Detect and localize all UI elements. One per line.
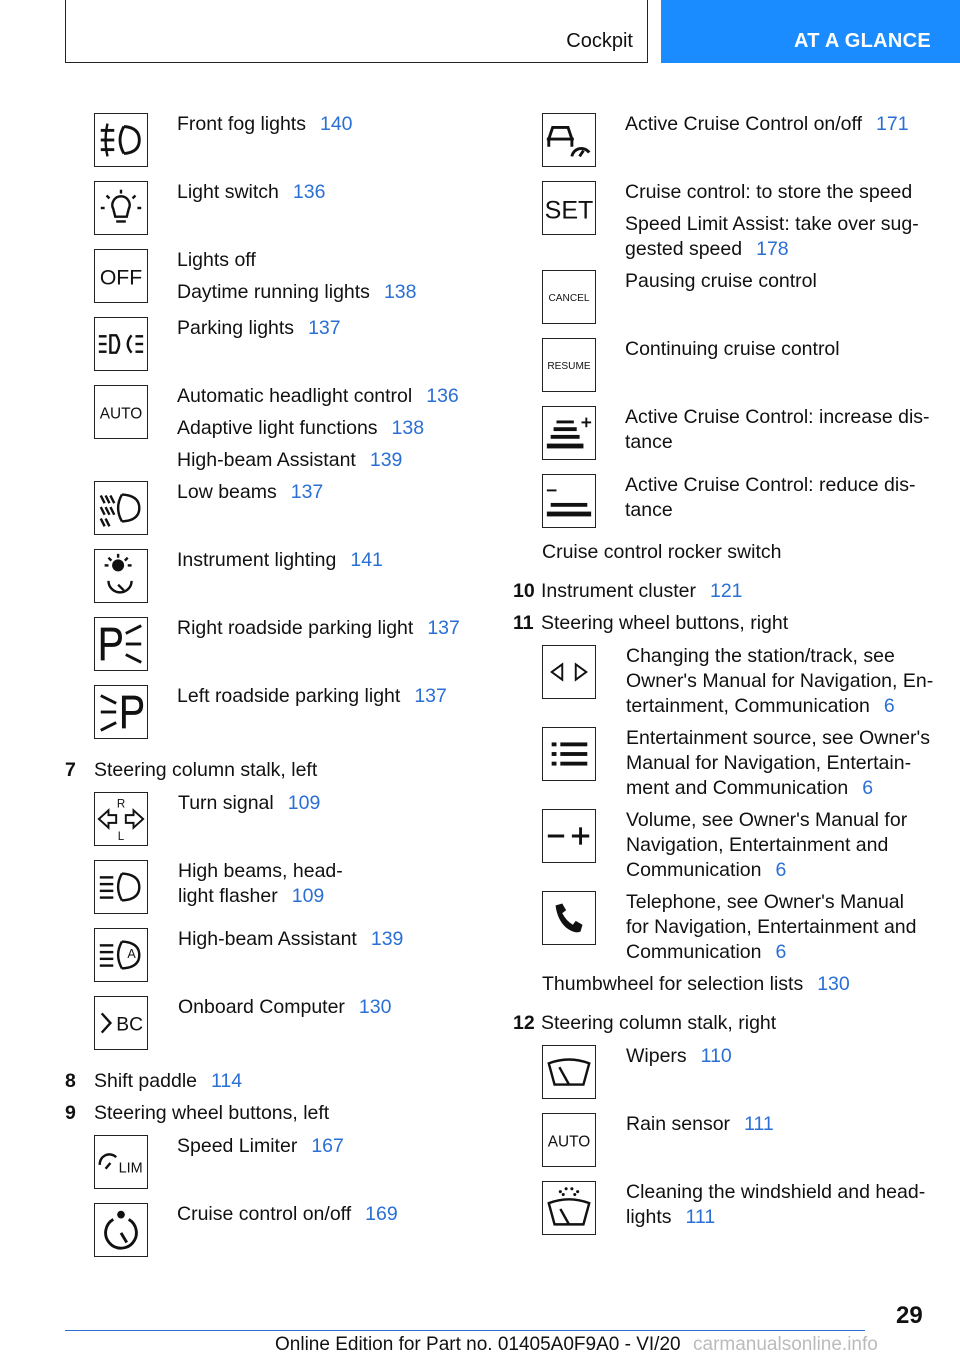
header-section-box <box>65 0 648 63</box>
speed-limiter-icon <box>94 1135 148 1189</box>
parking-lights-icon <box>94 317 148 371</box>
watermark: carmanualsonline.info <box>693 1334 878 1355</box>
item-station-line1: Changing the station/track, see <box>626 645 895 667</box>
entertainment-source-icon <box>542 727 596 781</box>
reduce-distance-icon <box>542 474 596 528</box>
item-volume-line3: Communication 6 <box>626 859 787 881</box>
svg-text:CANCEL: CANCEL <box>548 292 590 304</box>
item-light-switch: Light switch 136 <box>177 181 326 203</box>
item-volume-line1: Volume, see Owner's Manual for <box>626 809 908 831</box>
high-beam-assistant-icon <box>94 928 148 982</box>
item-increase-distance-line2: tance <box>625 431 673 453</box>
low-beams-icon <box>94 481 148 535</box>
front-fog-lights-icon <box>94 113 148 167</box>
item-set-line2: Speed Limit Assist: take over sug- <box>625 213 919 235</box>
item-station-line3: tertainment, Communication 6 <box>626 695 895 717</box>
page-number: 29 <box>896 1302 923 1329</box>
item-telephone-line1: Telephone, see Owner's Manual <box>626 891 904 913</box>
section-12-title: Steering column stalk, right <box>541 1012 777 1034</box>
item-volume-line2: Navigation, Entertainment and <box>626 834 889 856</box>
section-9-number: 9 <box>65 1102 76 1124</box>
svg-text:A: A <box>127 946 136 961</box>
onboard-computer-icon <box>94 996 148 1050</box>
turn-signal-icon <box>94 792 148 846</box>
increase-distance-icon <box>542 406 596 460</box>
section-9-title: Steering wheel buttons, left <box>94 1102 330 1124</box>
item-set-line3: gested speed 178 <box>625 238 789 260</box>
item-turn-signal: Turn signal 109 <box>178 792 321 814</box>
item-lights-off: Lights off <box>177 249 256 271</box>
auto-headlight-icon <box>94 385 148 439</box>
rocker-switch-label: Cruise control rocker switch <box>542 541 782 563</box>
item-left-parking-light: Left roadside parking light 137 <box>177 685 447 707</box>
resume-icon <box>542 338 596 392</box>
item-high-beams-line1: High beams, head- <box>178 860 343 882</box>
svg-text:BC: BC <box>116 1014 144 1036</box>
item-set-line1: Cruise control: to store the speed <box>625 181 913 203</box>
cruise-control-icon <box>94 1203 148 1257</box>
item-high-beam-assistant: High-beam Assistant 139 <box>177 449 403 471</box>
svg-text:SET: SET <box>544 196 594 225</box>
rain-sensor-icon <box>542 1113 596 1167</box>
section-10-number: 10 <box>513 580 535 602</box>
svg-text:AUTO: AUTO <box>547 1133 591 1151</box>
set-icon <box>542 181 596 235</box>
section-11-title: Steering wheel buttons, right <box>541 612 789 634</box>
svg-text:L: L <box>117 831 125 844</box>
lights-off-icon <box>94 249 148 303</box>
section-12-number: 12 <box>513 1012 535 1034</box>
footer-edition: Online Edition for Part no. 01405A0F9A0 - VI/20 <box>275 1334 681 1355</box>
item-cruise-control: Cruise control on/off 169 <box>177 1203 398 1225</box>
right-parking-light-icon <box>94 617 148 671</box>
item-cancel: Pausing cruise control <box>625 270 817 292</box>
section-11-number: 11 <box>513 612 534 634</box>
item-station-line2: Owner's Manual for Navigation, En- <box>626 670 934 692</box>
svg-text:AUTO: AUTO <box>99 405 143 423</box>
item-entertainment-line1: Entertainment source, see Owner's <box>626 727 930 749</box>
active-cruise-control-icon <box>542 113 596 167</box>
header-tab[interactable] <box>661 0 960 63</box>
item-high-beams-line2: light flasher 109 <box>178 885 325 907</box>
item-entertainment-line2: Manual for Navigation, Entertain- <box>626 752 912 774</box>
item-parking-lights: Parking lights 137 <box>177 317 341 339</box>
item-front-fog-lights: Front fog lights 140 <box>177 113 353 135</box>
section-7-title: Steering column stalk, left <box>94 759 318 781</box>
footer-divider <box>65 1330 865 1331</box>
thumbwheel-label: Thumbwheel for selection lists 130 <box>542 973 850 995</box>
item-onboard-computer: Onboard Computer 130 <box>178 996 392 1018</box>
light-switch-icon <box>94 181 148 235</box>
item-cleaning-line1: Cleaning the windshield and head- <box>626 1181 926 1203</box>
wipers-icon <box>542 1045 596 1099</box>
header-tab-label: AT A GLANCE <box>794 30 931 52</box>
item-high-beam-assistant-2: High-beam Assistant 139 <box>178 928 404 950</box>
section-10-title: Instrument cluster 121 <box>541 580 743 602</box>
item-cleaning-line2: lights 111 <box>626 1206 716 1228</box>
item-telephone-line3: Communication 6 <box>626 941 787 963</box>
cancel-icon <box>542 270 596 324</box>
section-8-title: Shift paddle 114 <box>94 1070 243 1092</box>
item-auto-headlight: Automatic headlight control 136 <box>177 385 459 407</box>
section-7-number: 7 <box>65 759 76 781</box>
item-active-cruise-control: Active Cruise Control on/off 171 <box>625 113 909 135</box>
item-entertainment-line3: ment and Communication 6 <box>626 777 874 799</box>
item-speed-limiter: Speed Limiter 167 <box>177 1135 344 1157</box>
svg-text:RESUME: RESUME <box>547 360 591 372</box>
item-resume: Continuing cruise control <box>625 338 840 360</box>
item-increase-distance-line1: Active Cruise Control: increase dis- <box>625 406 930 428</box>
left-parking-light-icon <box>94 685 148 739</box>
header-section: Cockpit <box>566 30 633 52</box>
item-wipers: Wipers 110 <box>626 1045 732 1067</box>
item-reduce-distance-line2: tance <box>625 499 673 521</box>
item-daytime-running: Daytime running lights 138 <box>177 281 417 303</box>
item-adaptive-light: Adaptive light functions 138 <box>177 417 425 439</box>
item-telephone-line2: for Navigation, Entertainment and <box>626 916 917 938</box>
item-rain-sensor: Rain sensor 111 <box>626 1113 774 1135</box>
station-track-icon <box>542 645 596 699</box>
volume-icon <box>542 809 596 863</box>
windshield-cleaning-icon <box>542 1181 596 1235</box>
item-reduce-distance-line1: Active Cruise Control: reduce dis- <box>625 474 916 496</box>
svg-text:OFF: OFF <box>99 266 143 290</box>
item-low-beams: Low beams 137 <box>177 481 324 503</box>
telephone-icon <box>542 891 596 945</box>
section-8-number: 8 <box>65 1070 76 1092</box>
svg-text:LIM: LIM <box>118 1160 143 1177</box>
item-right-parking-light: Right roadside parking light 137 <box>177 617 460 639</box>
item-instrument-lighting: Instrument lighting 141 <box>177 549 383 571</box>
svg-text:R: R <box>116 798 126 811</box>
high-beams-icon <box>94 860 148 914</box>
instrument-lighting-icon <box>94 549 148 603</box>
